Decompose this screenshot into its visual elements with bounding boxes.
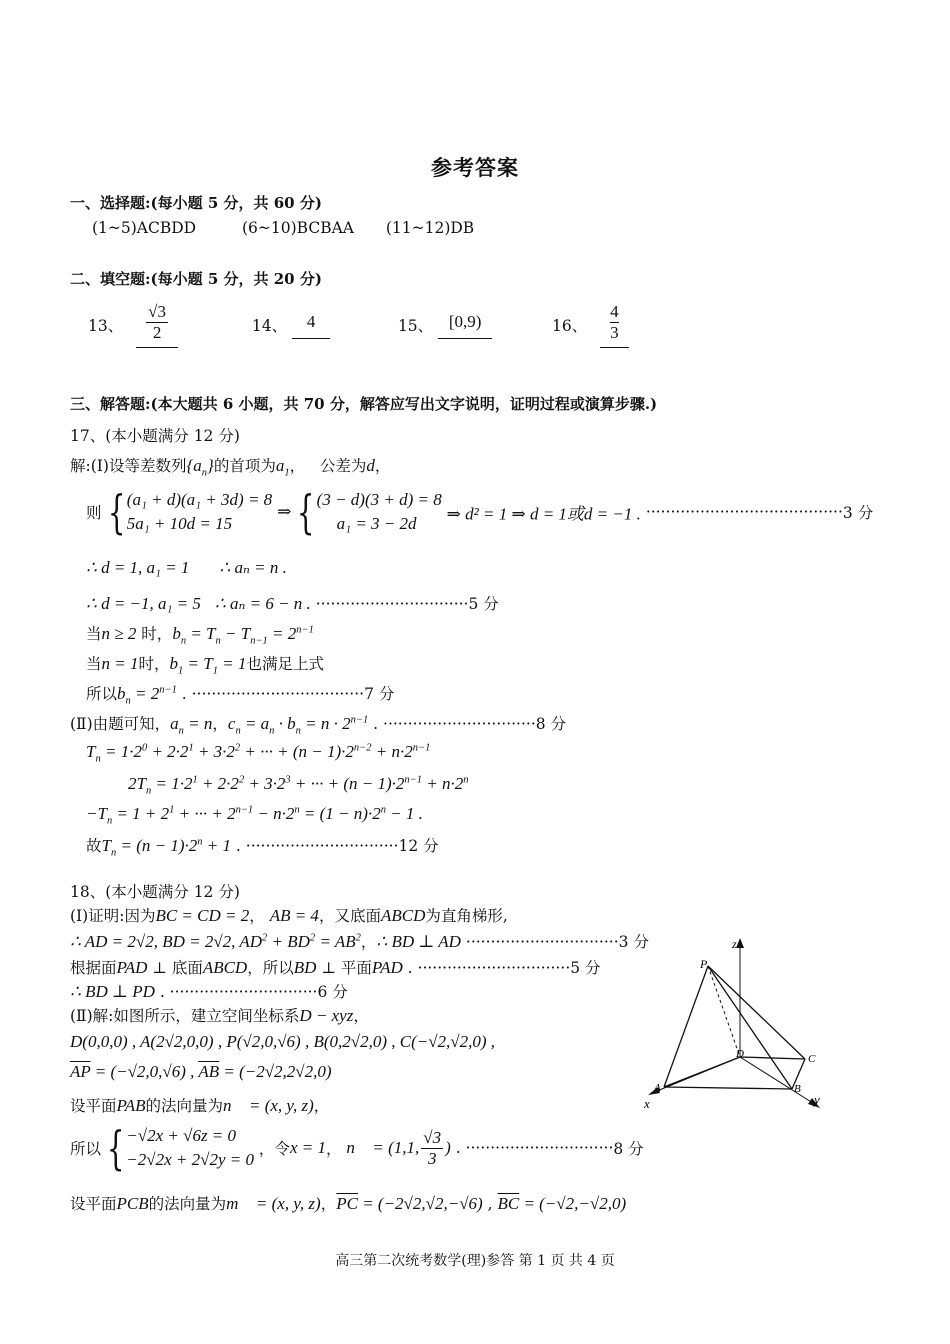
q18-line10: 设平面PCB的法向量为m⃗ = (x, y, z)，$\overline{PC} = (-2√2,√2,-√6)$ , $\overline{BC} = (-√2,-√2,0)$ <box>70 1194 627 1213</box>
mc-answer-6-10: (6~10)BCBAA <box>241 219 354 237</box>
mc-answer-1-5: (1~5)ACBDD <box>92 219 197 237</box>
q17-line9: $T_n = 1\cdot 2^0 + 2\cdot 2^1 + 3\cdot 2^2$ + ··· + $(n - 1)\cdot 2^{n-2} + n\cdot 2^{n-1}$ <box>86 742 431 765</box>
q18-line1: (Ⅰ)证明:因为BC = CD = 2， AB = 4，又底面ABCD为直角梯形, <box>70 906 508 925</box>
q18-line7: $\overline{AP} = (-√2,0,√6)$ , $\overline{AB} = (-2√2,2√2,0)$ <box>70 1062 332 1081</box>
label-A: A <box>654 1082 661 1094</box>
q18-line6: D(0,0,0) , A(2√2,0,0) , P(√2,0,√6) , B(0,2√2,0) , C(−√2,√2,0) , <box>70 1032 496 1051</box>
y-axis <box>740 1057 816 1105</box>
fill-16-answer <box>600 302 629 348</box>
q17-score-7: 7 分 <box>364 685 395 703</box>
fill-16-denominator: 3 <box>610 323 619 342</box>
q17-score-3: 3 分 <box>842 504 874 522</box>
label-C: C <box>808 1053 816 1065</box>
fill-14-number: 14、 <box>251 317 288 335</box>
edge-DC <box>740 1057 805 1059</box>
page-title: 参考答案 <box>431 155 519 180</box>
fill-13-numerator: √3 <box>148 302 167 321</box>
q17-line5: 当n ≥ 2 时，$b_n = T_n - T_{n-1} = 2^{n-1}$ <box>86 624 314 647</box>
q17-score-8: 8 分 <box>535 715 567 733</box>
fill-16-number: 16、 <box>551 317 588 335</box>
q18-score-8: 8 分 <box>613 1140 644 1158</box>
fill-15-answer: [0,9) <box>438 312 492 339</box>
section1-heading: 一、选择题:(每小题 5 分，共 60 分) <box>70 194 322 212</box>
q17-line2: 则 { (a₁ + d)(a₁ + 3d) = 8 5a₁ + 10d = 15 ⇒ { (3 − d)(3 + d) = 8 a₁ = 3 − 2d ⇒ d² = 1 ⇒ d = 1或d = −1 . ········································3 分 <box>86 485 874 539</box>
fill-13-denominator: 2 <box>146 322 168 343</box>
q18-score-3: 3 分 <box>618 933 649 951</box>
q18-line9: 所以 { −√2x + √6z = 0 −2√2x + 2√2y = 0 ，令x = 1， n⃗ = (1,1, $\frac{√3}{3}$ ) . ······························8 分 <box>70 1121 644 1175</box>
q17-line8: (Ⅱ)由题可知，$a_n = n$，$c_n = a_n \cdot b_n = n \cdot 2^{n-1}$ . ·······························8 分 <box>70 714 567 737</box>
section2-heading: 二、填空题:(每小题 5 分，共 20 分) <box>70 270 322 288</box>
q17-line7: 所以$b_n = 2^{n-1}$ . ···································7 分 <box>86 684 395 707</box>
q18-line3: 根据面PAD ⊥ 底面ABCD，所以BD ⊥ 平面PAD . ·······························5 分 <box>70 958 601 977</box>
q18-score-5: 5 分 <box>570 959 601 977</box>
mc-answer-11-12: (11~12)DB <box>385 219 475 237</box>
edge-PA <box>664 966 708 1087</box>
q17-header: 17、(本小题满分 12 分) <box>70 427 240 445</box>
page-footer: 高三第二次统考数学(理)参答 第 1 页 共 4 页 <box>335 1253 615 1269</box>
q17-line4: ∴ d = −1, a₁ = 5 ∴ aₙ = 6 − n . ·······························5 分 <box>86 594 499 613</box>
mc-answers <box>92 219 474 237</box>
edge-PB <box>708 966 792 1089</box>
q17-line11: $-T_n = 1 + 2^1$ + ··· + $2^{n-1} - n\cdot 2^n = (1 - n)\cdot 2^n - 1$ . <box>86 804 423 827</box>
q18-line8: 设平面PAB的法向量为n⃗ = (x, y, z)， <box>70 1096 330 1115</box>
edge-PD <box>708 966 740 1057</box>
q17-score-5: 5 分 <box>468 595 499 613</box>
fill-16-numerator: 4 <box>610 302 619 321</box>
label-D: D <box>736 1048 744 1060</box>
q18-header: 18、(本小题满分 12 分) <box>70 883 240 901</box>
edge-AB <box>664 1087 792 1089</box>
q17-line1: 解:(Ⅰ)设等差数列$\{a_n\}$的首项为$a_1$， 公差为d， <box>70 456 391 479</box>
label-P: P <box>700 957 708 971</box>
q18-line2: ∴ AD = 2√2, BD = 2√2, $AD^2 + BD^2 = AB^2$，∴ BD ⊥ AD ·······························3 分 <box>70 932 649 951</box>
fill-15-number: 15、 <box>397 317 434 335</box>
q18-score-6: 6 分 <box>317 983 348 1001</box>
q17-line6: 当n = 1时，$b_1 = T_1 = 1$也满足上式 <box>86 654 324 677</box>
edge-PC <box>708 966 805 1059</box>
pyramid-figure <box>640 930 840 1115</box>
fill-14-answer: 4 <box>292 312 330 339</box>
edge-AD <box>664 1057 740 1087</box>
section3-heading: 三、解答题:(本大题共 6 小题，共 70 分，解答应写出文字说明，证明过程或演算步骤.) <box>70 395 658 413</box>
q17-line3: ∴ d = 1, a₁ = 1 ∴ aₙ = n . <box>86 558 287 577</box>
q18-line4: ∴ BD ⊥ PD . ······························6 分 <box>70 982 348 1001</box>
z-axis-arrow <box>736 938 744 948</box>
fill-13-number: 13、 <box>88 317 124 335</box>
label-x: x <box>644 1096 650 1111</box>
q17-score-12: 12 分 <box>398 837 439 855</box>
fill-13-answer <box>136 302 178 348</box>
label-B: B <box>794 1083 801 1095</box>
q18-line5: (Ⅱ)解:如图所示，建立空间坐标系D − xyz， <box>70 1006 369 1025</box>
label-z: z <box>732 937 737 951</box>
q17-line12: 故$T_n = (n - 1)\cdot 2^n + 1$ . ·······························12 分 <box>86 836 439 859</box>
label-y: y <box>814 1092 820 1107</box>
fill-answers <box>88 302 631 348</box>
q17-line10: $2T_n = 1\cdot 2^1 + 2\cdot 2^2 + 3\cdot 2^3$ + ··· + $(n - 1)\cdot 2^{n-1} + n\cdot 2^n$ <box>128 774 469 797</box>
